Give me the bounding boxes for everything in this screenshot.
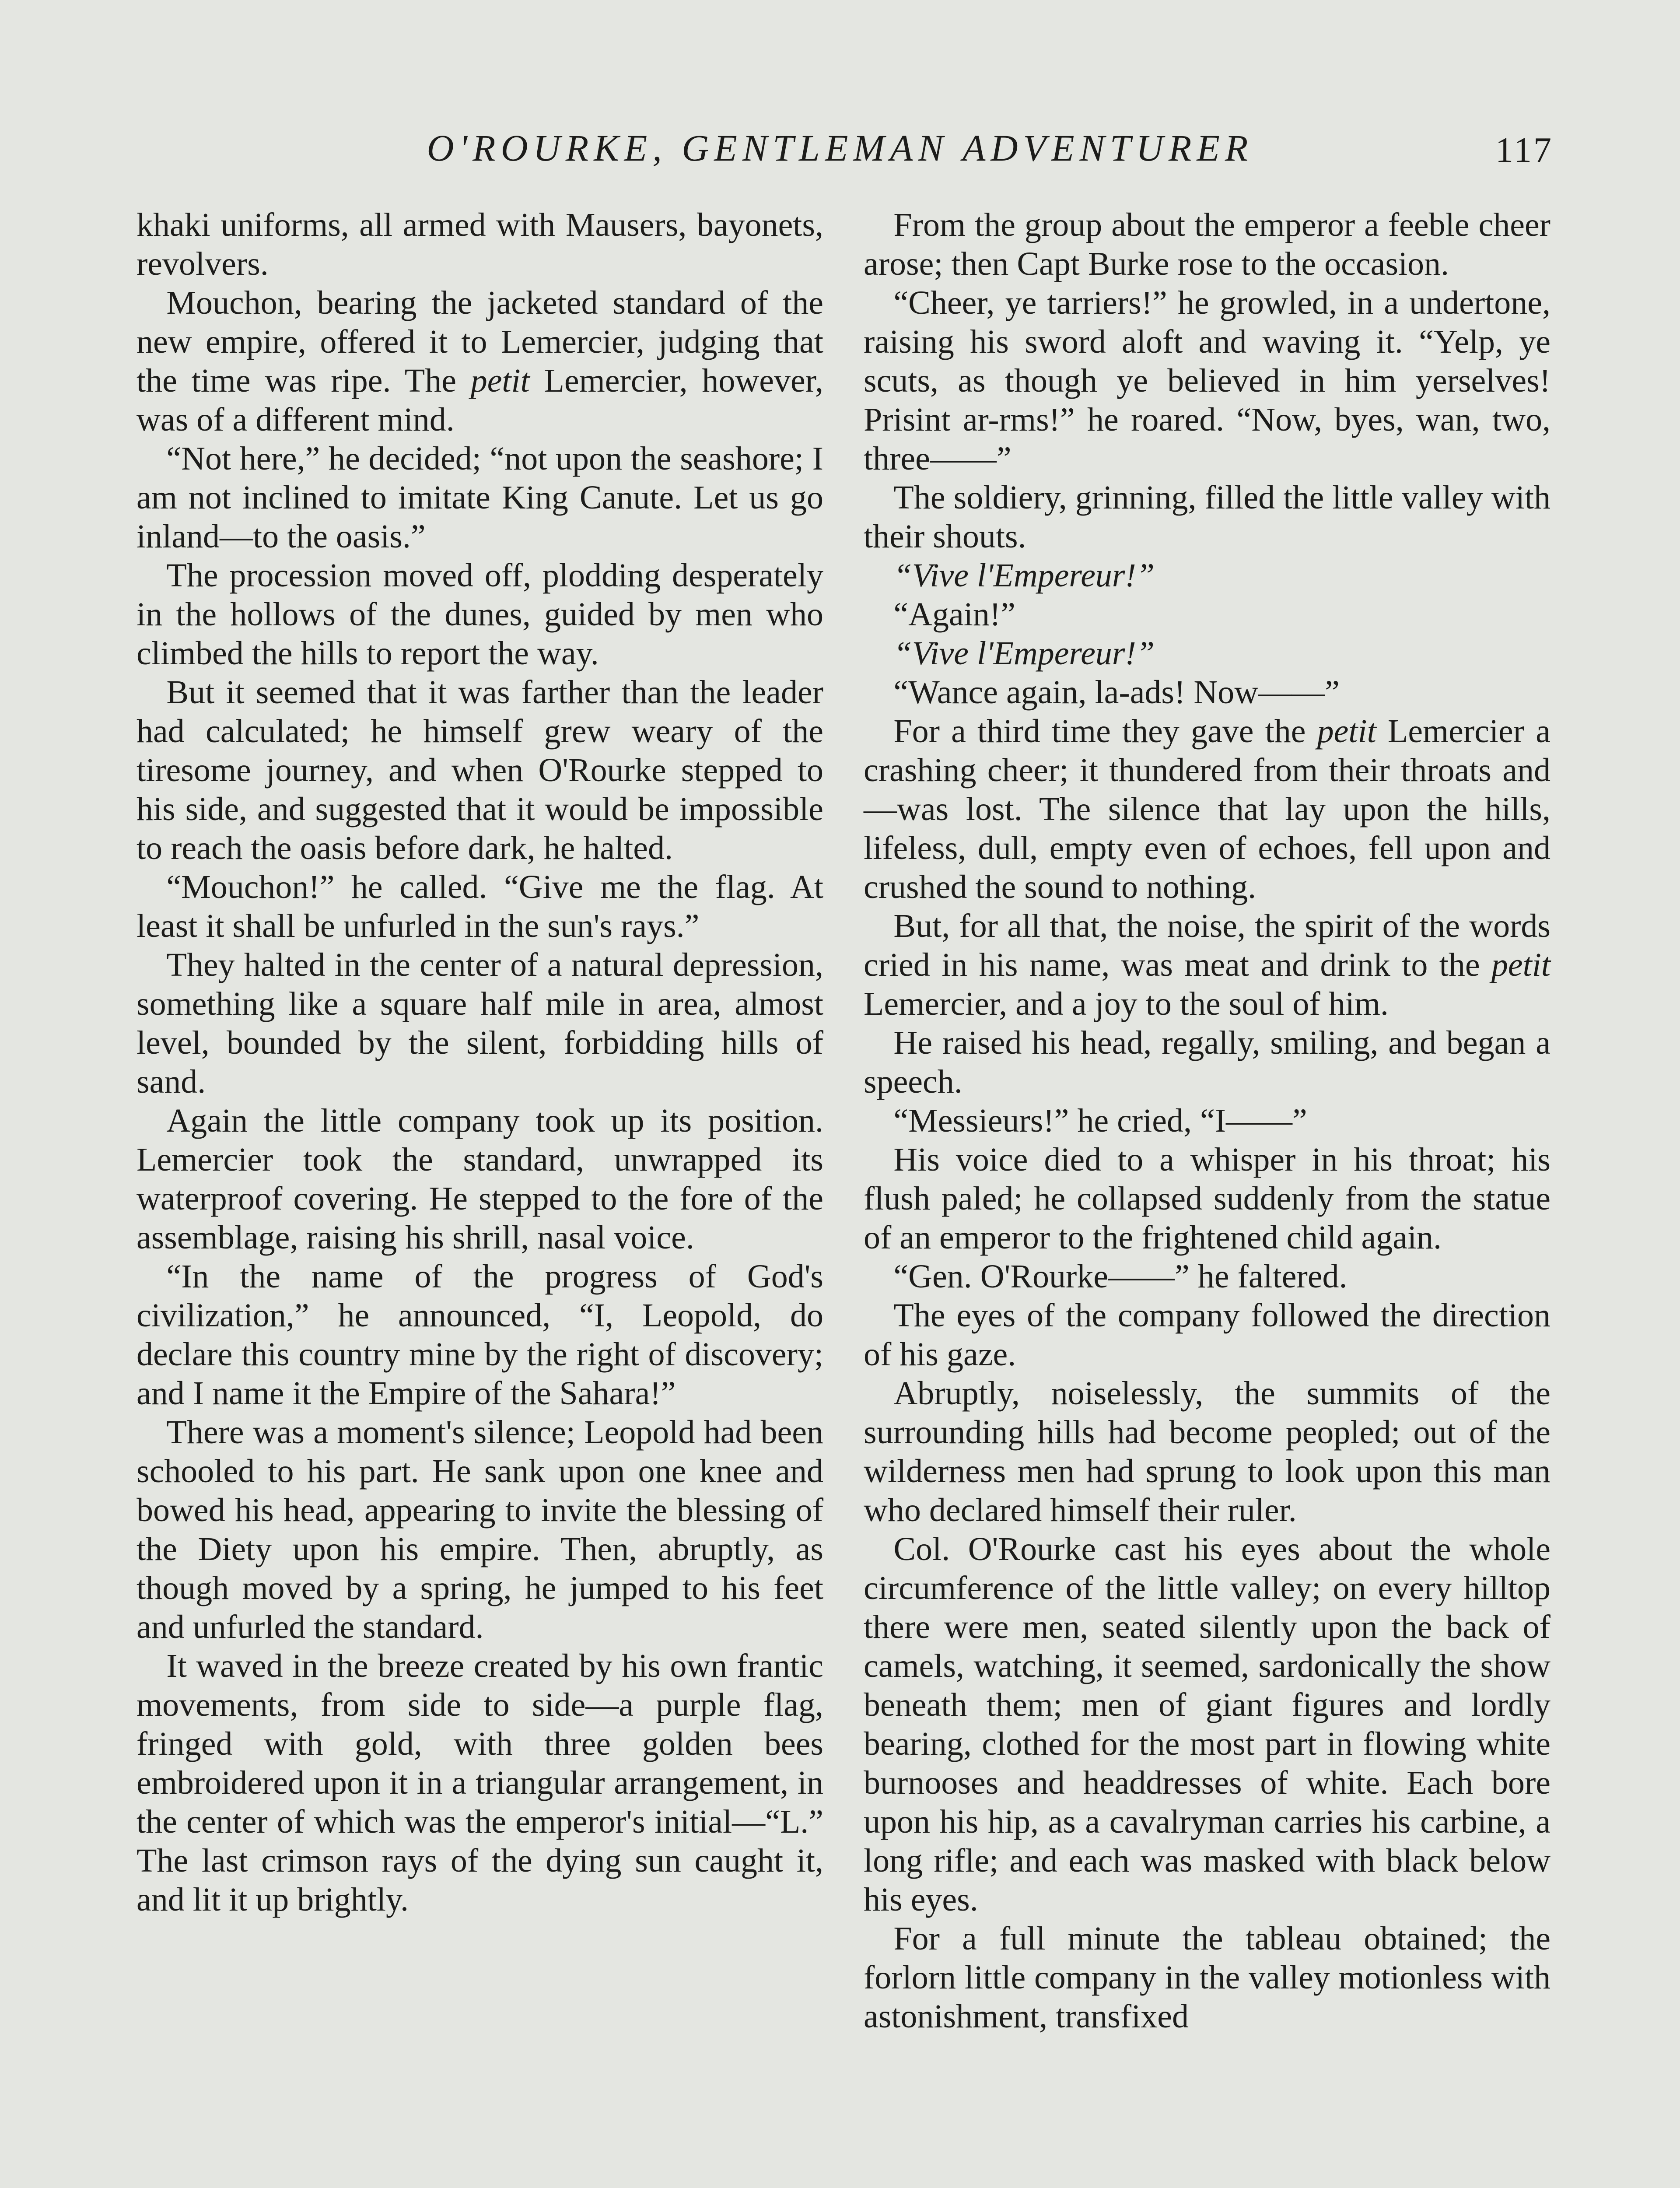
paragraph: The eyes of the company followed the direction of his gaze. [864,1297,1550,1373]
running-head [0,117,1680,179]
paragraph: His voice died to a whisper in his throat; his flush paled; he collapsed suddenly from the statue of an emperor to the frightened child again. [864,1141,1550,1256]
running-title: O'ROURKE, GENTLEMAN ADVENTURER [427,127,1253,169]
paragraph: Abruptly, noiselessly, the summits of the surrounding hills had become peopled; out of the wilderness men had sprung to look upon this man who declared himself their ruler. [864,1375,1550,1529]
paragraph: Col. O'Rourke cast his eyes about the whole circumference of the little valley; on every hilltop there were men, seated silently upon the back of camels, watching, it seemed, sardonically the show beneath them; men of giant figures and lordly bearing, clothed for the most part in flowing white burnooses and headdresses of white. Each bore upon his hip, as a cavalryman carries his carbine, a long rifle; and each was masked with black below his eyes. [864,1531,1550,1918]
paragraph: There was a moment's silence; Leopold had been schooled to his part. He sank upon one knee and bowed his head, appearing to invite the blessing of the Diety upon his empire. Then, abruptly, as though moved by a spring, he jumped to his feet and unfurled the standard. [136,1414,823,1645]
paragraph: The soldiery, grinning, filled the little valley with their shouts. [864,479,1550,555]
cheer-line: “Wance again, la-ads! Now——” [893,674,1340,711]
paragraph: Again the little company took up its position. Lemercier took the standard, unwrapped its waterproof covering. He stepped to the fore of the assemblage, raising his shrill, nasal voice. [136,1102,823,1256]
cheer-line: “Vive l'Empereur!” [893,557,1155,594]
right-column [864,206,1550,2036]
paragraph: But it seemed that it was farther than the leader had calculated; he himself grew weary of the tiresome journey, and when O'Rourke stepped to his side, and suggested that it would be impossible to reach the oasis before dark, he halted. [136,674,823,866]
paragraph: But, for all that, the noise, the spirit of the words cried in his name, was meat and drink to the petit Lemercier, and a joy to the soul of him. [864,908,1550,1022]
paragraph: “In the name of the progress of God's civilization,” he announced, “I, Leopold, do declare this country mine by the right of discovery; and I name it the Empire of the Sahara!” [136,1258,823,1412]
paragraph: It waved in the breeze created by his own frantic movements, from side to side—a purple flag, fringed with gold, with three golden bees embroidered upon it in a triangular arrangement, in the center of which was the emperor's initial—“L.” The last crimson rays of the dying sun caught it, and lit it up brightly. [136,1648,823,1918]
paragraph: For a third time they gave the petit Lemercier a crashing cheer; it thundered from their throats and—was lost. The silence that lay upon the hills, lifeless, dull, empty even of echoes, fell upon and crushed the sound to nothing. [864,713,1551,905]
paragraph: From the group about the emperor a feeble cheer arose; then Capt Burke rose to the occasion. [864,207,1550,282]
paragraph: “Cheer, ye tarriers!” he growled, in a undertone, raising his sword aloft and waving it. “Yelp, ye scuts, as though ye believed in him yerselves! Prisint ar-rms!” he roared. “Now, byes, wan, two, three——” [864,284,1550,477]
cheer-line: “Again!” [893,596,1015,633]
paragraph: The procession moved off, plodding desperately in the hollows of the dunes, guided by men who climbed the hills to report the way. [136,557,823,672]
left-column [136,206,823,1919]
paragraph: “Messieurs!” he cried, “I——” [893,1102,1307,1139]
paragraph: khaki uniforms, all armed with Mausers, bayonets, revolvers. [136,207,823,282]
paragraph: For a full minute the tableau obtained; the forlorn little company in the valley motionless with astonishment, transfixed [864,1920,1550,2035]
cheer-line: “Vive l'Empereur!” [893,635,1155,672]
page-number: 117 [1495,130,1553,170]
paragraph: “Not here,” he decided; “not upon the seashore; I am not inclined to imitate King Canute. Let us go inland—to the oasis.” [136,440,823,555]
paragraph: Mouchon, bearing the jacketed standard of the new empire, offered it to Lemercier, judging that the time was ripe. The petit Lemercier, however, was of a different mind. [136,284,823,438]
paragraph: They halted in the center of a natural depression, something like a square half mile in area, almost level, bounded by the silent, forbidding hills of sand. [136,947,823,1100]
paragraph: “Gen. O'Rourke——” he faltered. [893,1258,1348,1295]
paragraph: “Mouchon!” he called. “Give me the flag. At least it shall be unfurled in the sun's rays.” [136,869,823,944]
paragraph: He raised his head, regally, smiling, and began a speech. [864,1024,1550,1100]
